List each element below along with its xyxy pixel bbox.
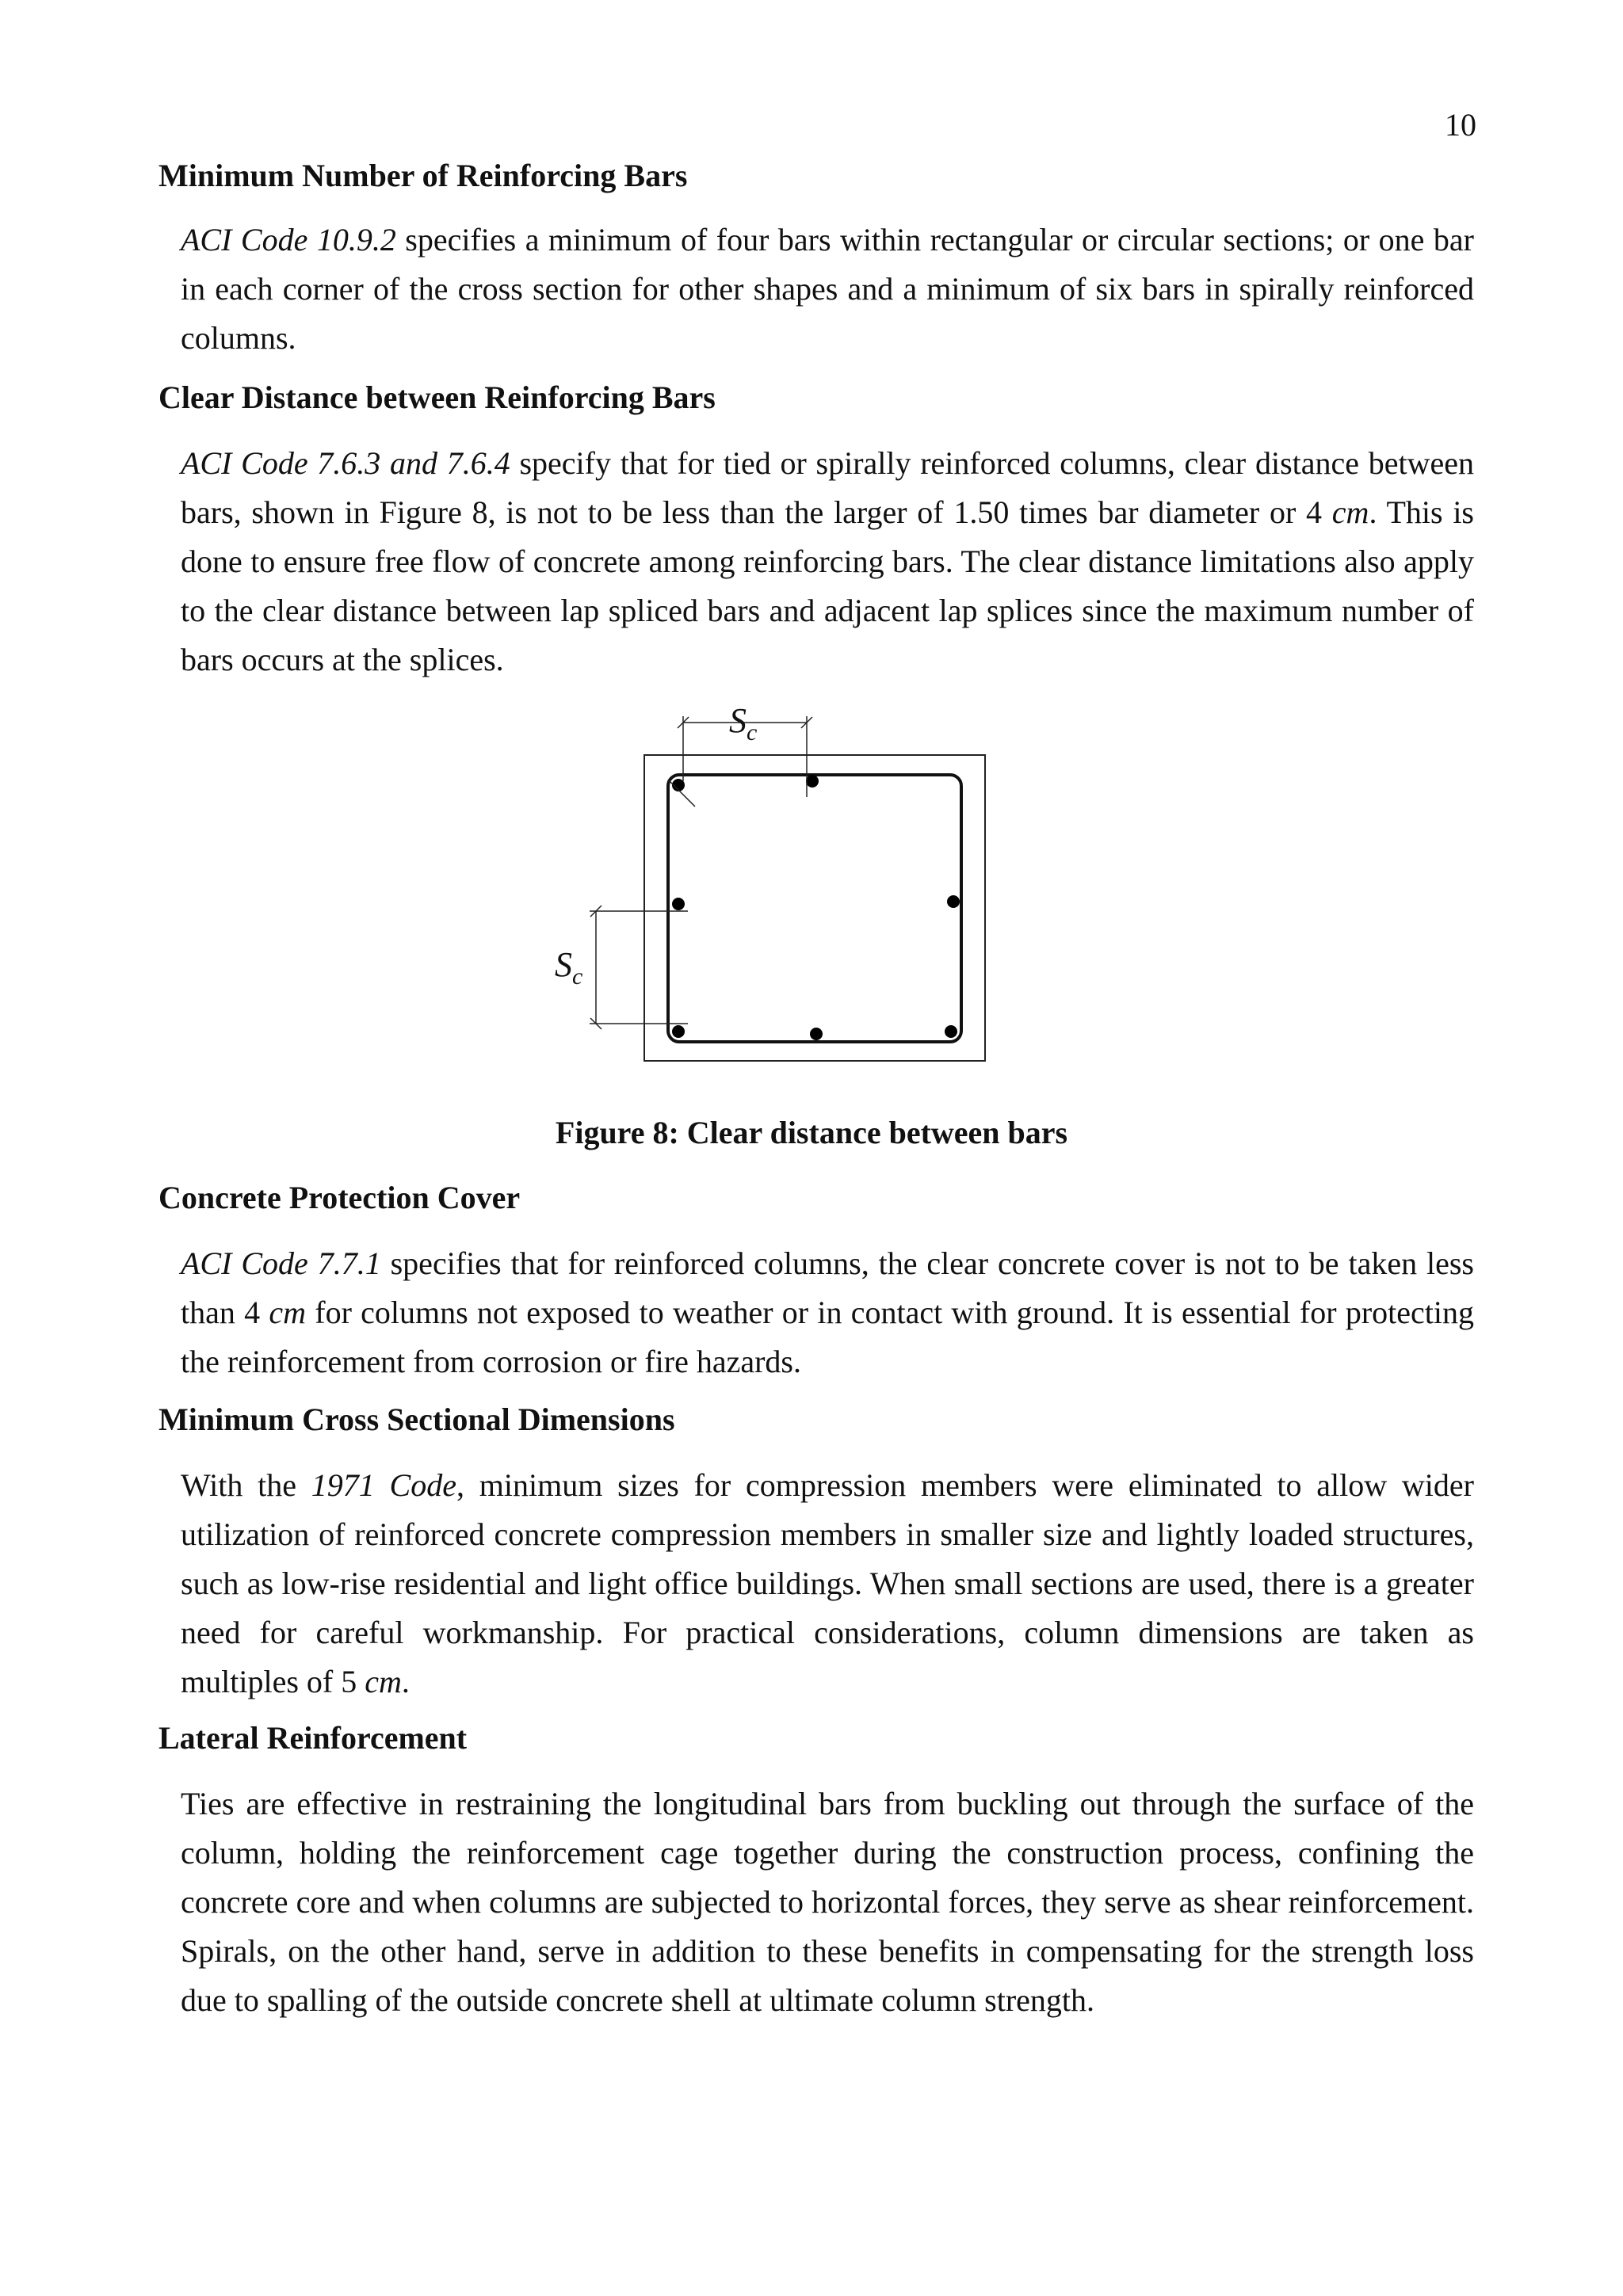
heading-clear-distance: Clear Distance between Reinforcing Bars: [158, 379, 716, 415]
label-sc-left: $S_c$: [555, 945, 583, 990]
para-lateral-reinforcement: [181, 1779, 1474, 2025]
heading-lateral-reinforcement: Lateral Reinforcement: [158, 1720, 468, 1756]
para-min-dimensions: [181, 1461, 1474, 1707]
para-clear-distance: [181, 439, 1474, 685]
text-run: .: [401, 1664, 410, 1699]
label-sc-top: $S_c$: [729, 701, 758, 746]
heading-min-dimensions: Minimum Cross Sectional Dimensions: [158, 1402, 675, 1437]
heading-protection-cover: Concrete Protection Cover: [158, 1180, 521, 1215]
bar: [806, 775, 819, 788]
bar: [672, 898, 685, 910]
text-run: specifies that for reinforced columns, the clear concrete cover is not to be taken less than 4: [181, 1245, 1474, 1330]
text-run: cm: [269, 1295, 306, 1330]
figure-caption: Figure 8: Clear distance between bars: [555, 1115, 1068, 1150]
bar: [810, 1028, 823, 1040]
para-min-bars: [181, 215, 1474, 363]
text-run: specifies a minimum of four bars within rectangular or circular sections; or one bar in each corner of the cross section for other shapes and a minimum of six bars in spirally reinforced columns.: [181, 222, 1474, 356]
text-run: . This is done to ensure free flow of concrete among reinforcing bars. The clear distance limitations also apply to the clear distance between lap spliced bars and adjacent lap splices since the maximum number of bars occurs at the splices.: [181, 494, 1474, 677]
text-run: 1971 Code: [311, 1467, 456, 1503]
text-run: ACI Code 7.6.3 and 7.6.4: [181, 445, 510, 481]
left-dimension: [590, 906, 688, 1029]
text-run: ACI Code 10.9.2: [181, 222, 396, 257]
text-run: Ties are effective in restraining the longitudinal bars from buckling out through the surface of the column, holding the reinforcement cage together during the construction process, confining the concrete core and when columns are subjected to horizontal forces, they serve as shear reinforcement. Spirals, on the other hand, serve in addition to these benefits in compensating for the strength loss due to spalling of the outside concrete shell at ultimate column strength.: [181, 1786, 1474, 2018]
text-run: cm: [365, 1664, 402, 1699]
text-run: for columns not exposed to weather or in contact with ground. It is essential for protecting the reinforcement from corrosion or fire hazards.: [181, 1295, 1474, 1379]
column-outline: [644, 755, 985, 1061]
text-run: , minimum sizes for compression members were eliminated to allow wider utilization of reinforced concrete compression members in smaller size and lightly loaded structures, such as low-rise residential and light office buildings. When small sections are used, there is a greater need for careful workmanship. For practical considerations, column dimensions are taken as multiples of 5: [181, 1467, 1474, 1699]
bar: [672, 1025, 685, 1038]
bar: [947, 895, 960, 908]
text-run: With the: [181, 1467, 311, 1503]
bar: [945, 1025, 957, 1038]
tie: [668, 775, 961, 1042]
figure-clear-distance: [555, 697, 1030, 1077]
text-run: ACI Code 7.7.1: [181, 1245, 381, 1281]
heading-min-bars: Minimum Number of Reinforcing Bars: [158, 158, 688, 193]
page-number: 10: [1445, 107, 1476, 143]
text-run: specify that for tied or spirally reinforced columns, clear distance between bars, shown in Figure 8, is not to be less than the larger of 1.50 times bar diameter or 4: [181, 445, 1474, 530]
para-protection-cover: [181, 1239, 1474, 1386]
text-run: cm: [1331, 494, 1369, 530]
